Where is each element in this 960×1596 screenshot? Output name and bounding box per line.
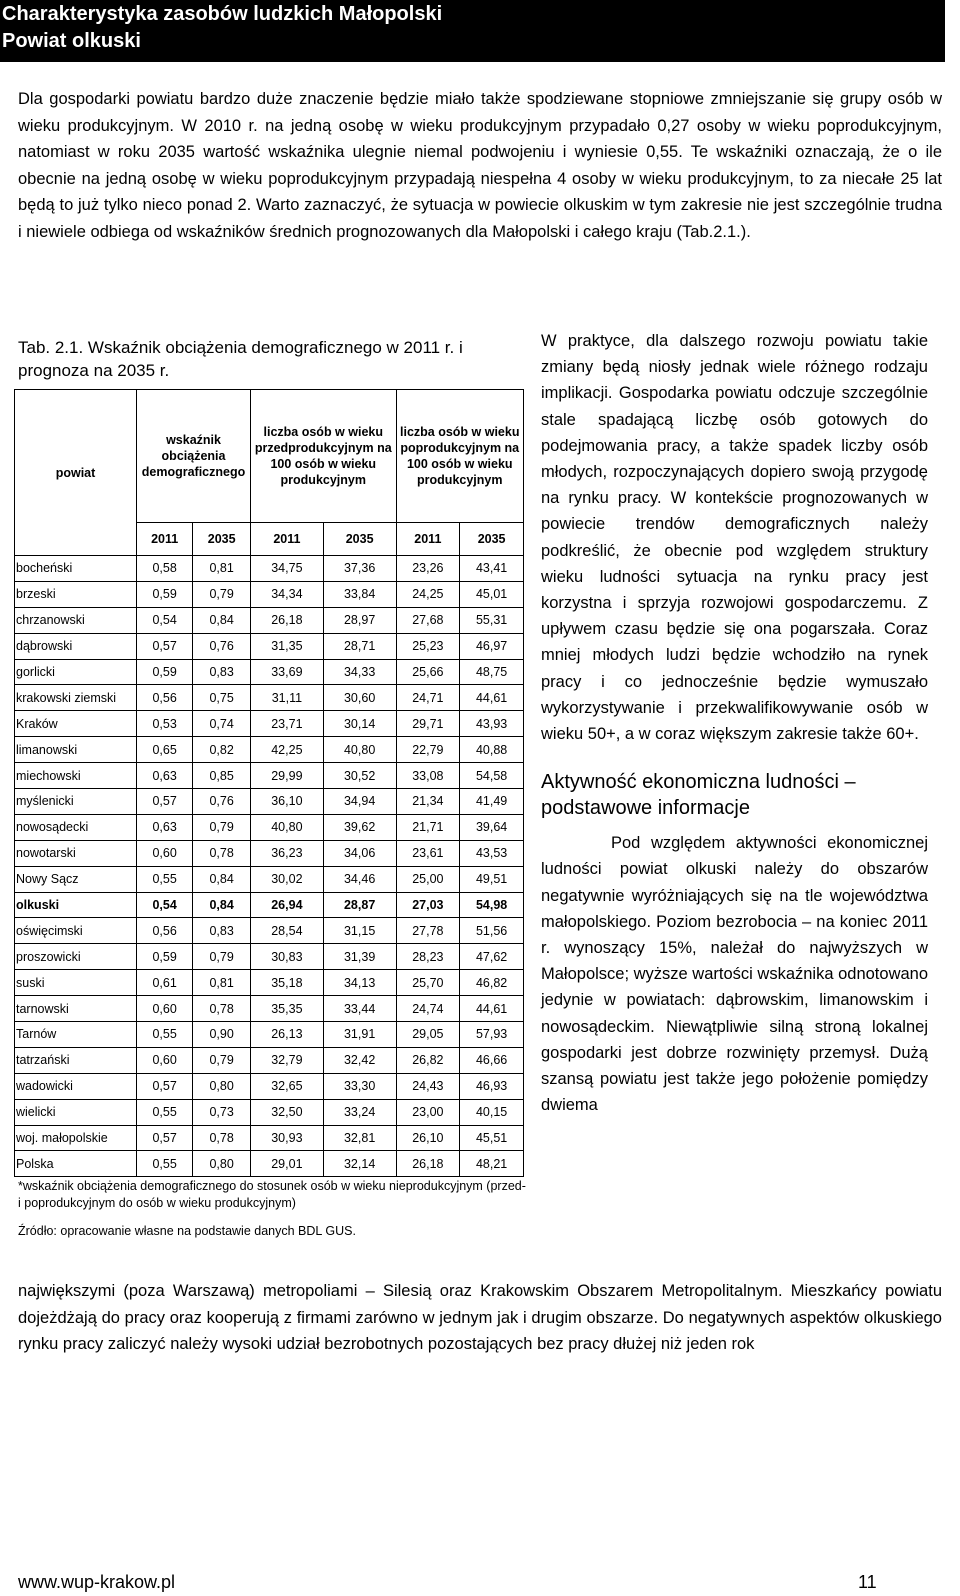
value-cell: 0,84 [193,892,251,918]
value-cell: 46,82 [460,970,524,996]
value-cell: 32,42 [323,1047,396,1073]
value-cell: 23,71 [251,711,324,737]
value-cell: 44,61 [460,996,524,1022]
value-cell: 0,55 [137,1022,193,1048]
row-name-cell: chrzanowski [15,607,137,633]
value-cell: 0,78 [193,840,251,866]
row-name-cell: wielicki [15,1099,137,1125]
table-row [15,581,524,607]
value-cell: 23,26 [396,556,460,582]
value-cell: 0,54 [137,607,193,633]
section-heading: Aktywność ekonomiczna ludności – podstawowe informacje [541,771,856,820]
value-cell: 40,80 [251,814,324,840]
value-cell: 23,61 [396,840,460,866]
value-cell: 0,76 [193,633,251,659]
footer-page-number: 11 [858,1572,877,1592]
value-cell: 23,00 [396,1099,460,1125]
table-row [15,840,524,866]
value-cell: 48,75 [460,659,524,685]
value-cell: 0,65 [137,737,193,763]
value-cell: 29,99 [251,763,324,789]
value-cell: 25,00 [396,866,460,892]
value-cell: 40,88 [460,737,524,763]
value-cell: 31,91 [323,1022,396,1048]
value-cell: 0,78 [193,996,251,1022]
value-cell: 25,23 [396,633,460,659]
value-cell: 26,18 [396,1151,460,1177]
table-row [15,1125,524,1151]
value-cell: 33,24 [323,1099,396,1125]
value-cell: 0,85 [193,763,251,789]
value-cell: 45,51 [460,1125,524,1151]
row-name-cell: tatrzański [15,1047,137,1073]
row-name-cell: suski [15,970,137,996]
value-cell: 27,68 [396,607,460,633]
table-row [15,1022,524,1048]
value-cell: 25,66 [396,659,460,685]
value-cell: 27,78 [396,918,460,944]
row-name-cell: tarnowski [15,996,137,1022]
value-cell: 49,51 [460,866,524,892]
value-cell: 43,53 [460,840,524,866]
table-row [15,556,524,582]
demographic-table [14,389,524,1177]
value-cell: 30,83 [251,944,324,970]
value-cell: 30,93 [251,1125,324,1151]
table-row [15,633,524,659]
page-header [0,0,945,62]
table-note: *wskaźnik obciążenia demograficznego do stosunek osób w wieku nieprodukcyjnym (przed- i poprodukcyjnym do osób w wieku produkcyjnym) [18,1179,526,1210]
value-cell: 43,93 [460,711,524,737]
value-cell: 28,54 [251,918,324,944]
value-cell: 0,60 [137,996,193,1022]
row-name-cell: nowotarski [15,840,137,866]
value-cell: 0,57 [137,1125,193,1151]
row-name-cell: Polska [15,1151,137,1177]
value-cell: 33,44 [323,996,396,1022]
value-cell: 47,62 [460,944,524,970]
value-cell: 0,59 [137,944,193,970]
value-cell: 32,50 [251,1099,324,1125]
value-cell: 0,55 [137,1151,193,1177]
table-row [15,814,524,840]
value-cell: 30,52 [323,763,396,789]
value-cell: 28,71 [323,633,396,659]
value-cell: 39,62 [323,814,396,840]
table-row [15,970,524,996]
row-name-cell: bocheński [15,556,137,582]
value-cell: 0,82 [193,737,251,763]
table-row [15,789,524,815]
row-name-cell: olkuski [15,892,137,918]
value-cell: 0,81 [193,556,251,582]
row-name-cell: miechowski [15,763,137,789]
value-cell: 31,39 [323,944,396,970]
side-paragraph-2: Pod względem aktywności ekonomicznej ludności powiat olkuski należy do obszarów negatywnie wyróżniających się na tle województwa małopolskiego. Poziom bezrobocia – na koniec 2011 r. wynoszący 15%, należał do najwyższych w Małopolsce; wyższe wartości wskaźnika odnotowano jedynie w powiatach: dąbrowskim, limanowskim i nowosądeckim. Niewątpliwie silną stroną lokalnej gospodarki jest dobrze rozwinięty przemysł. Dużą szansą powiatu jest także jego położenie pomiędzy dwiema [541,834,929,1115]
value-cell: 43,41 [460,556,524,582]
value-cell: 0,79 [193,814,251,840]
row-name-cell: woj. małopolskie [15,1125,137,1151]
value-cell: 37,36 [323,556,396,582]
header-title: Charakterystyka zasobów ludzkich Małopolski [2,3,443,25]
value-cell: 0,79 [193,581,251,607]
value-cell: 48,21 [460,1151,524,1177]
value-cell: 0,54 [137,892,193,918]
table-body [15,556,524,1177]
row-name-cell: dąbrowski [15,633,137,659]
value-cell: 0,53 [137,711,193,737]
value-cell: 24,74 [396,996,460,1022]
value-cell: 31,11 [251,685,324,711]
row-name-cell: proszowicki [15,944,137,970]
value-cell: 0,57 [137,1073,193,1099]
value-cell: 34,06 [323,840,396,866]
table-row [15,607,524,633]
value-cell: 28,23 [396,944,460,970]
value-cell: 0,63 [137,814,193,840]
value-cell: 44,61 [460,685,524,711]
side-paragraph-1: W praktyce, dla dalszego rozwoju powiatu takie zmiany będą niosły jednak wiele różnego rodzaju implikacji. Gospodarka powiatu odczuje szczególnie stale spadającą liczbę osób gotowych do podejmowania pracy, a także spadek liczby osób młodych, rozpoczynających dopiero swoją przygodę na rynku pracy. W kontekście prognozowanych w powiecie trendów demograficznych należy podkreślić, że obecnie pod względem struktury wieku ludności sytuacja na rynku pracy jest korzystna i sprzyja rozwojowi gospodarczemu. Z upływem czasu będzie się ona pogarszała. Coraz mniej młodych ludzi będzie wchodziło na rynek pracy i co jednocześnie będzie wymuszało wykorzystywanie i przekwalifikowywanie osób w wieku 50+, a w coraz większym zakresie także 60+. [541,332,928,744]
row-name-cell: brzeski [15,581,137,607]
table-row [15,1151,524,1177]
table-row [15,659,524,685]
col-header-powiat: powiat [15,390,137,556]
value-cell: 46,66 [460,1047,524,1073]
value-cell: 25,70 [396,970,460,996]
value-cell: 0,60 [137,1047,193,1073]
value-cell: 0,63 [137,763,193,789]
value-cell: 24,71 [396,685,460,711]
year-cell: 2035 [460,523,524,556]
value-cell: 0,78 [193,1125,251,1151]
value-cell: 28,87 [323,892,396,918]
table-source: Źródło: opracowanie własne na podstawie danych BDL GUS. [18,1224,356,1238]
value-cell: 0,58 [137,556,193,582]
year-cell: 2011 [251,523,324,556]
value-cell: 36,10 [251,789,324,815]
value-cell: 0,55 [137,866,193,892]
col-header-index: wskaźnik obciążenia demograficznego [137,390,251,523]
value-cell: 40,80 [323,737,396,763]
value-cell: 0,55 [137,1099,193,1125]
value-cell: 0,57 [137,789,193,815]
row-name-cell: Tarnów [15,1022,137,1048]
value-cell: 34,94 [323,789,396,815]
row-name-cell: limanowski [15,737,137,763]
value-cell: 40,15 [460,1099,524,1125]
value-cell: 29,71 [396,711,460,737]
value-cell: 21,71 [396,814,460,840]
value-cell: 0,59 [137,659,193,685]
value-cell: 26,10 [396,1125,460,1151]
value-cell: 34,13 [323,970,396,996]
value-cell: 32,81 [323,1125,396,1151]
value-cell: 0,79 [193,944,251,970]
row-name-cell: Nowy Sącz [15,866,137,892]
value-cell: 27,03 [396,892,460,918]
value-cell: 54,58 [460,763,524,789]
col-header-pre-productive: liczba osób w wieku przedprodukcyjnym na 100 osób w wieku produkcyjnym [251,390,396,523]
value-cell: 24,25 [396,581,460,607]
row-name-cell: nowosądecki [15,814,137,840]
row-name-cell: wadowicki [15,1073,137,1099]
side-column [541,328,928,1118]
value-cell: 0,57 [137,633,193,659]
value-cell: 0,84 [193,866,251,892]
table-row [15,685,524,711]
value-cell: 34,33 [323,659,396,685]
value-cell: 32,79 [251,1047,324,1073]
row-name-cell: oświęcimski [15,918,137,944]
value-cell: 30,14 [323,711,396,737]
value-cell: 0,56 [137,685,193,711]
value-cell: 24,43 [396,1073,460,1099]
col-header-post-productive: liczba osób w wieku poprodukcyjnym na 100 osób w wieku produkcyjnym [396,390,524,523]
value-cell: 0,80 [193,1151,251,1177]
value-cell: 30,02 [251,866,324,892]
value-cell: 26,13 [251,1022,324,1048]
value-cell: 28,97 [323,607,396,633]
value-cell: 41,49 [460,789,524,815]
value-cell: 26,94 [251,892,324,918]
header-subtitle: Powiat olkuski [2,30,141,52]
table-row [15,944,524,970]
value-cell: 36,23 [251,840,324,866]
value-cell: 0,90 [193,1022,251,1048]
value-cell: 33,69 [251,659,324,685]
value-cell: 30,60 [323,685,396,711]
value-cell: 22,79 [396,737,460,763]
value-cell: 55,31 [460,607,524,633]
row-name-cell: Kraków [15,711,137,737]
value-cell: 0,81 [193,970,251,996]
value-cell: 33,08 [396,763,460,789]
value-cell: 29,01 [251,1151,324,1177]
table-row [15,866,524,892]
row-name-cell: myślenicki [15,789,137,815]
year-cell: 2035 [323,523,396,556]
value-cell: 0,76 [193,789,251,815]
value-cell: 0,83 [193,659,251,685]
value-cell: 35,18 [251,970,324,996]
value-cell: 35,35 [251,996,324,1022]
value-cell: 42,25 [251,737,324,763]
value-cell: 54,98 [460,892,524,918]
table-row [15,737,524,763]
year-cell: 2011 [137,523,193,556]
table-row [15,1073,524,1099]
value-cell: 0,60 [137,840,193,866]
value-cell: 0,79 [193,1047,251,1073]
row-name-cell: krakowski ziemski [15,685,137,711]
value-cell: 0,83 [193,918,251,944]
value-cell: 29,05 [396,1022,460,1048]
value-cell: 34,46 [323,866,396,892]
value-cell: 32,65 [251,1073,324,1099]
table-row [15,763,524,789]
value-cell: 57,93 [460,1022,524,1048]
value-cell: 0,80 [193,1073,251,1099]
value-cell: 21,34 [396,789,460,815]
table-row [15,1047,524,1073]
value-cell: 32,14 [323,1151,396,1177]
table-row [15,918,524,944]
bottom-paragraph: największymi (poza Warszawą) metropoliami – Silesią oraz Krakowskim Obszarem Metropolitalnym. Mieszkańcy powiatu dojeżdżają do pracy oraz kooperują z firmami zarówno w jednym jak i drugim obszarze. Do negatywnych aspektów olkuskiego rynku pracy zaliczyć należy wysoki udział bezrobotnych pozostających bez pracy dłużej niż jeden rok [18,1282,942,1353]
value-cell: 0,73 [193,1099,251,1125]
value-cell: 34,34 [251,581,324,607]
intro-paragraph: Dla gospodarki powiatu bardzo duże znaczenie będzie miało także spodziewane stopniowe zmniejszanie się grupy osób w wieku produkcyjnym. W 2010 r. na jedną osobę w wieku produkcyjnym przypadało 0,27 osoby w wieku poprodukcyjnym, natomiast w roku 2035 wartość wskaźnika ulegnie niemal podwojeniu i wyniesie 0,55. Te wskaźniki oznaczają, że o ile obecnie na jedną osobę w wieku poprodukcyjnym przypadają niespełna 4 osoby w wieku produkcyjnym, to za niecałe 25 lat będą to już tylko nieco ponad 2. Warto zaznaczyć, że sytuacja w powiecie olkuskim w tym zakresie nie jest szczególnie trudna i niewiele odbiega od wskaźników średnich prognozowanych dla Małopolski i całego kraju (Tab.2.1.). [18,90,942,241]
value-cell: 0,84 [193,607,251,633]
value-cell: 39,64 [460,814,524,840]
table-caption: Tab. 2.1. Wskaźnik obciążenia demograficznego w 2011 r. i prognoza na 2035 r. [18,338,463,380]
value-cell: 51,56 [460,918,524,944]
year-cell: 2035 [193,523,251,556]
value-cell: 0,61 [137,970,193,996]
value-cell: 31,15 [323,918,396,944]
value-cell: 0,74 [193,711,251,737]
row-name-cell: gorlicki [15,659,137,685]
value-cell: 31,35 [251,633,324,659]
table-row [15,1099,524,1125]
value-cell: 46,97 [460,633,524,659]
value-cell: 46,93 [460,1073,524,1099]
table-row [15,996,524,1022]
value-cell: 26,18 [251,607,324,633]
table-row [15,711,524,737]
footer-website: www.wup-krakow.pl [18,1572,176,1592]
value-cell: 34,75 [251,556,324,582]
value-cell: 45,01 [460,581,524,607]
value-cell: 0,75 [193,685,251,711]
value-cell: 26,82 [396,1047,460,1073]
value-cell: 33,84 [323,581,396,607]
value-cell: 0,59 [137,581,193,607]
year-cell: 2011 [396,523,460,556]
value-cell: 0,56 [137,918,193,944]
value-cell: 33,30 [323,1073,396,1099]
table-row [15,892,524,918]
